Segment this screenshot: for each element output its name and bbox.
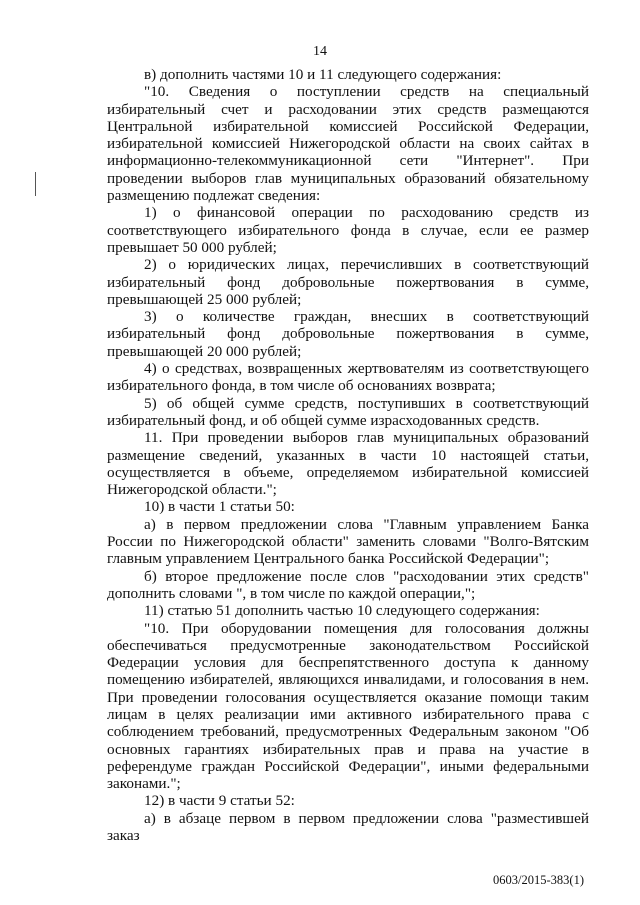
paragraph: а) в первом предложении слова "Главным управлением Банка России по Нижегородской области" заменить словами "Волго-Вятским главным управлением Центрального банка Российской Федерации";	[107, 515, 589, 568]
page-number: 14	[313, 44, 327, 59]
paragraph: а) в абзаце первом в первом предложении слова "разместившей заказ	[107, 809, 589, 845]
paragraph: 5) об общей сумме средств, поступивших в соответствующий избирательный фонд, и об общей сумме израсходованных средств.	[107, 394, 589, 429]
paragraph: 10) в части 1 статьи 50:	[144, 498, 295, 516]
document-body	[107, 66, 589, 844]
paragraph: 12) в части 9 статьи 52:	[144, 792, 295, 810]
paragraph: 3) о количестве граждан, внесших в соответствующий избирательный фонд добровольные пожертвования в сумме, превышающей 20 000 рублей;	[107, 308, 589, 360]
paragraph: 11) статью 51 дополнить частью 10 следующего содержания:	[144, 602, 540, 620]
document-code: 0603/2015-383(1)	[493, 873, 584, 887]
paragraph: 4) о средствах, возвращенных жертвователям из соответствующего избирательного фонда, в том числе об основаниях возврата;	[107, 360, 589, 395]
paragraph: 2) о юридических лицах, перечисливших в соответствующий избирательный фонд добровольные пожертвования в сумме, превышающей 25 000 рублей;	[107, 256, 589, 308]
paragraph: в) дополнить частями 10 и 11 следующего содержания:	[144, 66, 502, 83]
paragraph: "10. Сведения о поступлении средств на специальный избирательный счет и расходовании этих средств размещаются Центральной избирательной комиссией Российской Федерации, избирательной комиссией Нижегородской области на своих сайтах в информационно-телекоммуникационной сети "Интернет". При проведении выборов глав муниципальных образований обязательному размещению подлежат сведения:	[107, 83, 589, 205]
paragraph: 1) о финансовой операции по расходованию средств из соответствующего избирательного фонда в случае, если ее размер превышает 50 000 рублей;	[107, 204, 589, 256]
margin-mark	[35, 172, 36, 196]
paragraph: "10. При оборудовании помещения для голосования должны обеспечиваться предусмотренные законодательством Российской Федерации условия для беспрепятственного доступа к данному помещению избирателей, являющихся инвалидами, и голосования в нем. При проведении голосования осуществляется оказание помощи таким лицам в целях реализации ими активного избирательного права с соблюдением требований, предусмотренных Федеральным законом "Об основных гарантиях избирательных прав и права на участие в референдуме граждан Российской Федерации", иными федеральными законами.";	[107, 619, 589, 793]
paragraph: 11. При проведении выборов глав муниципальных образований размещение сведений, указанных в части 10 настоящей статьи, осуществляется в объеме, определяемом избирательной комиссией Нижегородской области.";	[107, 429, 589, 499]
paragraph: б) второе предложение после слов "расходовании этих средств" дополнить словами ", в том числе по каждой операции,";	[107, 567, 589, 602]
